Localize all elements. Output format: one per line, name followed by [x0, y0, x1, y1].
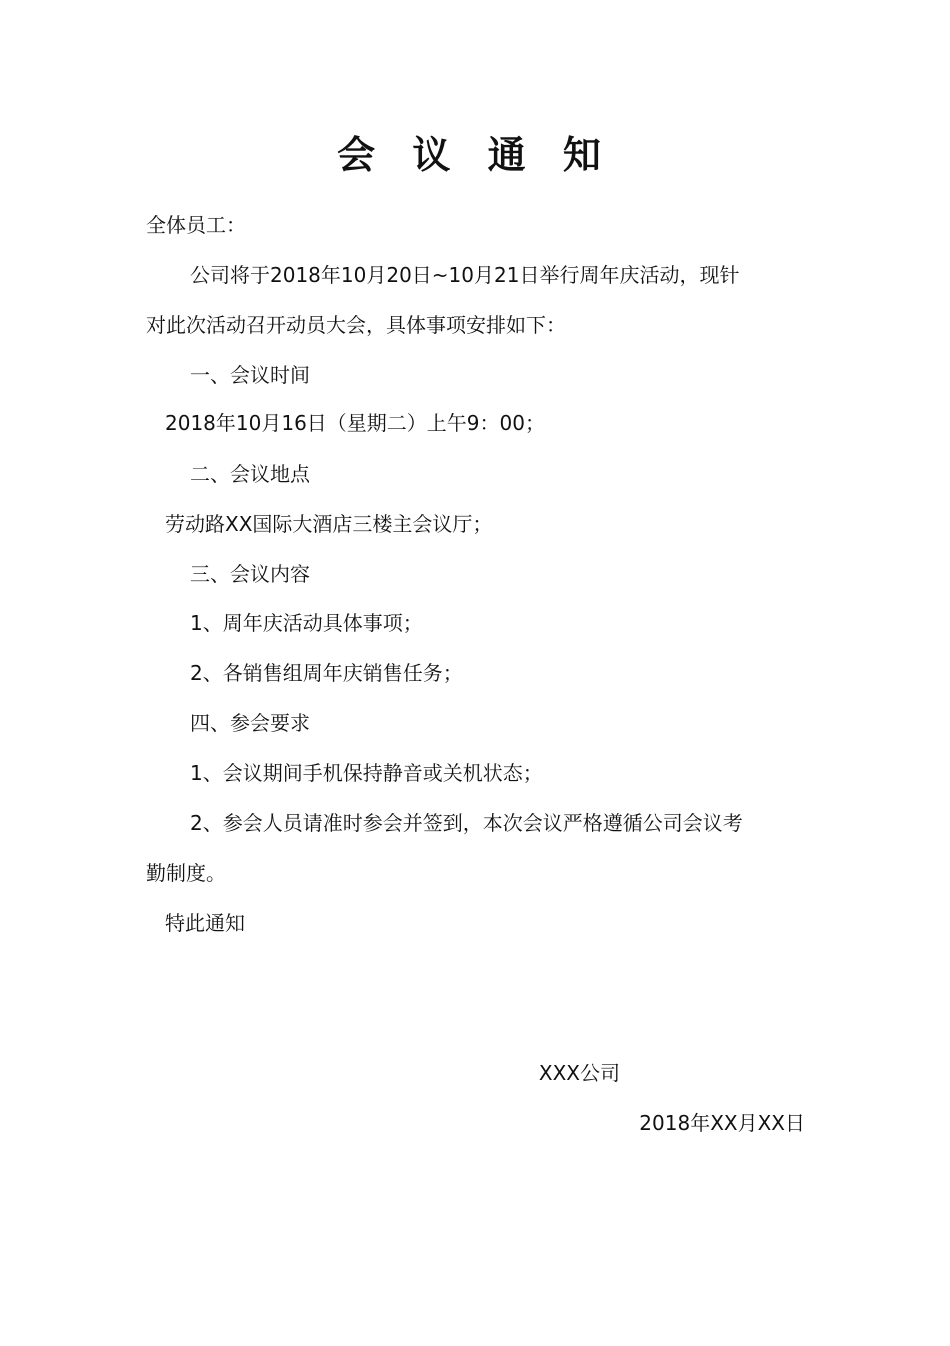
signature-date: 2018年XX月XX日: [639, 1111, 805, 1135]
section-1-heading: 一、会议时间: [190, 363, 310, 387]
intro-line-1: 公司将于2018年10月20日~10月21日举行周年庆活动，现针: [190, 263, 740, 287]
closing: 特此通知: [165, 911, 245, 935]
document-title: 会 议 通 知: [337, 133, 613, 177]
section-4-item-1: 1、会议期间手机保持静音或关机状态；: [190, 761, 543, 785]
section-4-heading: 四、参会要求: [190, 711, 310, 735]
section-4-item-2-line-2: 勤制度。: [146, 861, 226, 885]
section-3-item-1: 1、周年庆活动具体事项；: [190, 611, 423, 635]
signature-company: XXX公司: [538, 1061, 620, 1085]
section-4-item-2-line-1: 2、参会人员请准时参会并签到，本次会议严格遵循公司会议考: [190, 811, 743, 835]
section-1-content: 2018年10月16日（星期二）上午9：00；: [165, 411, 545, 435]
intro-line-2: 对此次活动召开动员大会，具体事项安排如下：: [146, 313, 566, 337]
salutation: 全体员工：: [146, 213, 246, 237]
section-3-item-2: 2、各销售组周年庆销售任务；: [190, 661, 463, 685]
section-2-heading: 二、会议地点: [190, 462, 310, 486]
section-2-content: 劳动路XX国际大酒店三楼主会议厅；: [165, 512, 493, 536]
section-3-heading: 三、会议内容: [190, 562, 310, 586]
